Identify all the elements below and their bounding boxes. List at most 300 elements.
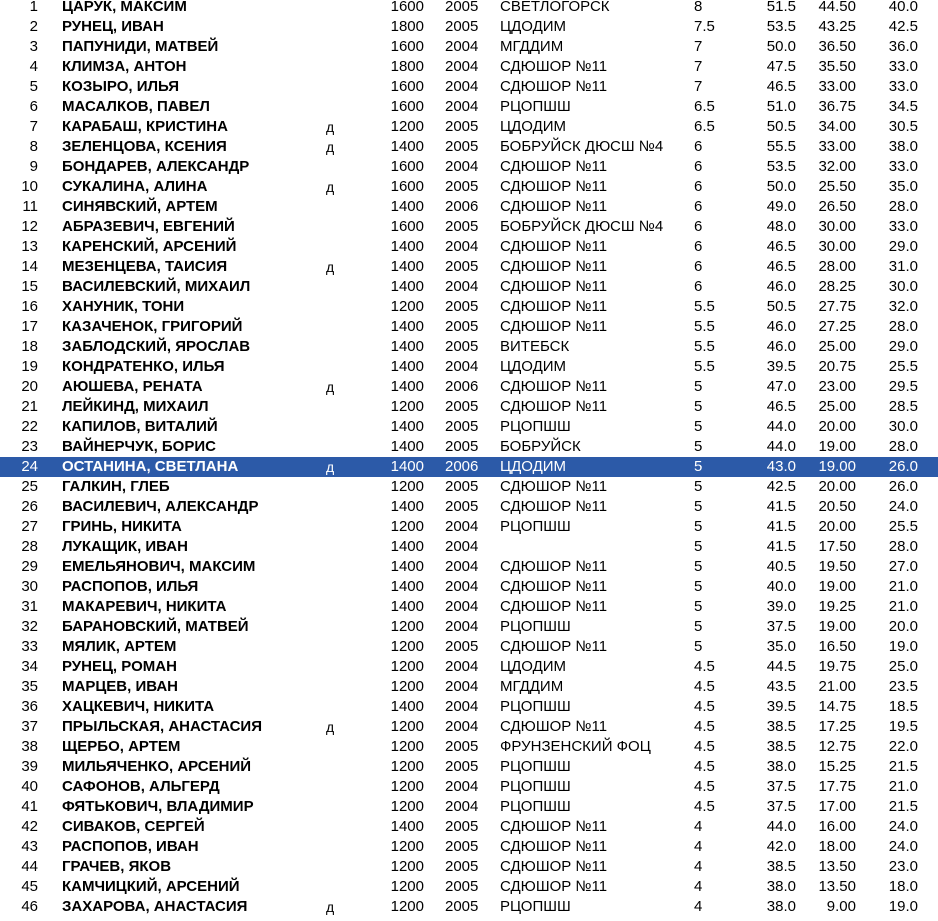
rating-cell: 1200 (390, 658, 424, 675)
points-cell: 5 (694, 418, 703, 435)
player-name-cell: ЗЕЛЕНЦОВА, КСЕНИЯ (62, 138, 227, 155)
tiebreak-2-cell: 25.50 (818, 178, 856, 195)
rank-cell: 46 (21, 898, 38, 915)
table-row[interactable] (0, 757, 938, 777)
table-row[interactable] (0, 177, 938, 197)
player-name-cell: СИВАКОВ, СЕРГЕЙ (62, 818, 205, 835)
rating-cell: 1200 (390, 858, 424, 875)
rank-cell: 24 (21, 458, 38, 475)
club-cell: СДЮШОР №11 (500, 178, 608, 195)
tiebreak-2-cell: 28.25 (818, 278, 856, 295)
points-cell: 4 (694, 838, 703, 855)
rating-cell: 1400 (390, 138, 424, 155)
tiebreak-1-cell: 43.5 (766, 678, 796, 695)
tiebreak-2-cell: 30.00 (818, 218, 856, 235)
birth-year-cell: 2005 (445, 18, 479, 35)
table-row[interactable] (0, 657, 938, 677)
rank-cell: 12 (21, 218, 38, 235)
tiebreak-3-cell: 21.5 (888, 758, 918, 775)
player-name-cell: РУНЕЦ, ИВАН (62, 18, 164, 35)
tiebreak-1-cell: 53.5 (766, 158, 796, 175)
birth-year-cell: 2005 (445, 878, 479, 895)
player-name-cell: ГРИНЬ, НИКИТА (62, 518, 182, 535)
table-row[interactable] (0, 837, 938, 857)
tiebreak-1-cell: 44.0 (766, 438, 796, 455)
birth-year-cell: 2005 (445, 398, 479, 415)
table-row[interactable] (0, 217, 938, 237)
table-row[interactable] (0, 77, 938, 97)
birth-year-cell: 2005 (445, 418, 479, 435)
table-row[interactable] (0, 357, 938, 377)
club-cell: СДЮШОР №11 (500, 78, 608, 95)
rank-cell: 28 (21, 538, 38, 555)
tiebreak-1-cell: 38.0 (766, 878, 796, 895)
tiebreak-3-cell: 33.0 (888, 58, 918, 75)
birth-year-cell: 2004 (445, 358, 479, 375)
table-row[interactable] (0, 737, 938, 757)
tiebreak-1-cell: 44.0 (766, 418, 796, 435)
player-name-cell: БОНДАРЕВ, АЛЕКСАНДР (62, 158, 250, 175)
birth-year-cell: 2005 (445, 138, 479, 155)
rating-cell: 1600 (390, 178, 424, 195)
birth-year-cell: 2005 (445, 858, 479, 875)
club-cell: СДЮШОР №11 (500, 58, 608, 75)
tiebreak-2-cell: 17.00 (818, 798, 856, 815)
rating-cell: 1400 (390, 198, 424, 215)
points-cell: 7 (694, 78, 703, 95)
rank-cell: 16 (21, 298, 38, 315)
tiebreak-3-cell: 22.0 (888, 738, 918, 755)
tiebreak-1-cell: 39.5 (766, 698, 796, 715)
tiebreak-2-cell: 25.00 (818, 398, 856, 415)
table-row[interactable] (0, 817, 938, 837)
tiebreak-3-cell: 25.5 (888, 518, 918, 535)
points-cell: 5 (694, 618, 703, 635)
club-cell: СДЮШОР №11 (500, 878, 608, 895)
rating-cell: 1200 (390, 298, 424, 315)
player-name-cell: ЗАХАРОВА, АНАСТАСИЯ (62, 898, 248, 915)
birth-year-cell: 2005 (445, 438, 479, 455)
tiebreak-2-cell: 35.50 (818, 58, 856, 75)
rating-cell: 1400 (390, 538, 424, 555)
tiebreak-3-cell: 25.0 (888, 658, 918, 675)
club-cell: СДЮШОР №11 (500, 198, 608, 215)
tiebreak-2-cell: 20.75 (818, 358, 856, 375)
player-name-cell: ЛУКАЩИК, ИВАН (62, 538, 188, 555)
player-name-cell: ВАСИЛЕВСКИЙ, МИХАИЛ (62, 278, 251, 295)
tiebreak-2-cell: 17.25 (818, 718, 856, 735)
rank-cell: 44 (21, 858, 38, 875)
tiebreak-1-cell: 40.0 (766, 578, 796, 595)
rating-cell: 1200 (390, 678, 424, 695)
tiebreak-1-cell: 46.0 (766, 278, 796, 295)
rank-cell: 38 (21, 738, 38, 755)
table-row[interactable] (0, 157, 938, 177)
club-cell: МГДДИМ (500, 38, 564, 55)
points-cell: 7 (694, 38, 703, 55)
tiebreak-3-cell: 19.0 (888, 898, 918, 915)
points-cell: 5 (694, 478, 703, 495)
birth-year-cell: 2005 (445, 758, 479, 775)
tiebreak-1-cell: 39.5 (766, 358, 796, 375)
tiebreak-3-cell: 33.0 (888, 218, 918, 235)
points-cell: 6 (694, 158, 703, 175)
table-row[interactable] (0, 317, 938, 337)
tiebreak-3-cell: 23.5 (888, 678, 918, 695)
tiebreak-3-cell: 24.0 (888, 838, 918, 855)
tiebreak-3-cell: 35.0 (888, 178, 918, 195)
birth-year-cell: 2004 (445, 798, 479, 815)
tiebreak-2-cell: 15.25 (818, 758, 856, 775)
points-cell: 5.5 (694, 298, 715, 315)
rating-cell: 1200 (390, 778, 424, 795)
table-row[interactable] (0, 337, 938, 357)
player-name-cell: КАРАБАШ, КРИСТИНА (62, 118, 228, 135)
birth-year-cell: 2005 (445, 498, 479, 515)
tiebreak-1-cell: 44.0 (766, 818, 796, 835)
gender-cell: д (326, 899, 335, 915)
rating-cell: 1200 (390, 398, 424, 415)
points-cell: 5 (694, 558, 703, 575)
rank-cell: 42 (21, 818, 38, 835)
tiebreak-1-cell: 49.0 (766, 198, 796, 215)
table-row[interactable] (0, 717, 938, 737)
birth-year-cell: 2005 (445, 638, 479, 655)
tiebreak-3-cell: 40.0 (888, 0, 918, 15)
birth-year-cell: 2005 (445, 318, 479, 335)
birth-year-cell: 2005 (445, 178, 479, 195)
table-row[interactable] (0, 137, 938, 157)
table-row[interactable] (0, 277, 938, 297)
points-cell: 7.5 (694, 18, 715, 35)
club-cell: СДЮШОР №11 (500, 578, 608, 595)
club-cell: СДЮШОР №11 (500, 258, 608, 275)
table-row[interactable] (0, 697, 938, 717)
tiebreak-3-cell: 36.0 (888, 38, 918, 55)
tiebreak-1-cell: 46.0 (766, 338, 796, 355)
tiebreak-2-cell: 18.00 (818, 838, 856, 855)
table-row[interactable] (0, 0, 938, 17)
rank-cell: 43 (21, 838, 38, 855)
tiebreak-3-cell: 19.5 (888, 718, 918, 735)
tiebreak-2-cell: 17.75 (818, 778, 856, 795)
player-name-cell: ПРЫЛЬСКАЯ, АНАСТАСИЯ (62, 718, 262, 735)
club-cell: СДЮШОР №11 (500, 318, 608, 335)
points-cell: 6.5 (694, 118, 715, 135)
tiebreak-1-cell: 39.0 (766, 598, 796, 615)
player-name-cell: МЕЗЕНЦЕВА, ТАИСИЯ (62, 258, 228, 275)
player-name-cell: ЦАРУК, МАКСИМ (62, 0, 187, 15)
table-row[interactable] (0, 297, 938, 317)
birth-year-cell: 2005 (445, 118, 479, 135)
rank-cell: 30 (21, 578, 38, 595)
tiebreak-2-cell: 9.00 (826, 898, 856, 915)
table-row[interactable] (0, 477, 938, 497)
tiebreak-2-cell: 33.00 (818, 78, 856, 95)
rank-cell: 10 (21, 178, 38, 195)
rating-cell: 1600 (390, 98, 424, 115)
tiebreak-3-cell: 27.0 (888, 558, 918, 575)
tiebreak-3-cell: 42.5 (888, 18, 918, 35)
club-cell: РЦОПШШ (500, 778, 571, 795)
points-cell: 4.5 (694, 658, 715, 675)
tiebreak-3-cell: 34.5 (888, 98, 918, 115)
club-cell: РЦОПШШ (500, 898, 571, 915)
points-cell: 5.5 (694, 318, 715, 335)
club-cell: РЦОПШШ (500, 618, 571, 635)
club-cell: БОБРУЙСК ДЮСШ №4 (500, 218, 664, 235)
gender-cell: д (326, 119, 335, 135)
table-row[interactable] (0, 597, 938, 617)
rank-cell: 11 (22, 198, 38, 215)
points-cell: 4 (694, 878, 703, 895)
points-cell: 4 (694, 858, 703, 875)
tiebreak-1-cell: 53.5 (766, 18, 796, 35)
birth-year-cell: 2004 (445, 698, 479, 715)
tiebreak-1-cell: 37.5 (766, 618, 796, 635)
player-name-cell: СУКАЛИНА, АЛИНА (62, 178, 208, 195)
player-name-cell: САФОНОВ, АЛЬГЕРД (62, 778, 220, 795)
rating-cell: 1200 (390, 738, 424, 755)
table-row[interactable] (0, 617, 938, 637)
tiebreak-3-cell: 31.0 (888, 258, 918, 275)
table-row[interactable] (0, 517, 938, 537)
club-cell: ЦДОДИМ (500, 18, 567, 35)
rating-cell: 1200 (390, 518, 424, 535)
birth-year-cell: 2004 (445, 98, 479, 115)
rank-cell: 8 (29, 138, 38, 155)
table-row[interactable] (0, 897, 938, 917)
points-cell: 5.5 (694, 338, 715, 355)
table-row-selected[interactable] (0, 457, 938, 477)
points-cell: 5.5 (694, 358, 715, 375)
points-cell: 6 (694, 198, 703, 215)
tiebreak-1-cell: 50.5 (766, 118, 796, 135)
table-row[interactable] (0, 97, 938, 117)
tiebreak-1-cell: 47.5 (766, 58, 796, 75)
table-row[interactable] (0, 857, 938, 877)
table-row[interactable] (0, 777, 938, 797)
rating-cell: 1400 (390, 278, 424, 295)
club-cell: ЦДОДИМ (500, 118, 567, 135)
rank-cell: 29 (21, 558, 38, 575)
birth-year-cell: 2004 (445, 578, 479, 595)
points-cell: 4.5 (694, 798, 715, 815)
tiebreak-2-cell: 36.75 (818, 98, 856, 115)
rank-cell: 26 (21, 498, 38, 515)
rank-cell: 20 (21, 378, 38, 395)
player-name-cell: ХАНУНИК, ТОНИ (62, 298, 185, 315)
player-name-cell: ЗАБЛОДСКИЙ, ЯРОСЛАВ (62, 338, 251, 355)
club-cell: МГДДИМ (500, 678, 564, 695)
rank-cell: 36 (21, 698, 38, 715)
tiebreak-3-cell: 19.0 (888, 638, 918, 655)
tiebreak-2-cell: 16.50 (818, 638, 856, 655)
table-row[interactable] (0, 677, 938, 697)
tiebreak-3-cell: 30.5 (888, 118, 918, 135)
points-cell: 4.5 (694, 758, 715, 775)
tiebreak-1-cell: 50.5 (766, 298, 796, 315)
table-row[interactable] (0, 377, 938, 397)
tiebreak-2-cell: 30.00 (818, 238, 856, 255)
tiebreak-3-cell: 29.0 (888, 338, 918, 355)
tiebreak-2-cell: 33.00 (818, 138, 856, 155)
points-cell: 4 (694, 898, 703, 915)
rating-cell: 1400 (390, 558, 424, 575)
tiebreak-2-cell: 43.25 (818, 18, 856, 35)
birth-year-cell: 2005 (445, 258, 479, 275)
club-cell: ЦДОДИМ (500, 458, 567, 475)
table-row[interactable] (0, 37, 938, 57)
rating-cell: 1200 (390, 898, 424, 915)
table-row[interactable] (0, 577, 938, 597)
points-cell: 6 (694, 218, 703, 235)
points-cell: 6.5 (694, 98, 715, 115)
rank-cell: 35 (21, 678, 38, 695)
player-name-cell: КАПИЛОВ, ВИТАЛИЙ (62, 418, 218, 435)
birth-year-cell: 2004 (445, 618, 479, 635)
table-row[interactable] (0, 197, 938, 217)
birth-year-cell: 2006 (445, 198, 479, 215)
club-cell: ВИТЕБСК (500, 338, 570, 355)
tiebreak-1-cell: 55.5 (766, 138, 796, 155)
player-name-cell: АБРАЗЕВИЧ, ЕВГЕНИЙ (62, 218, 235, 235)
rating-cell: 1600 (390, 218, 424, 235)
tiebreak-1-cell: 46.5 (766, 258, 796, 275)
tiebreak-3-cell: 21.0 (888, 778, 918, 795)
tiebreak-2-cell: 26.50 (818, 198, 856, 215)
gender-cell: д (326, 259, 335, 275)
birth-year-cell: 2004 (445, 718, 479, 735)
tiebreak-1-cell: 46.5 (766, 398, 796, 415)
tiebreak-2-cell: 19.25 (818, 598, 856, 615)
rank-cell: 34 (21, 658, 38, 675)
club-cell: СДЮШОР №11 (500, 558, 608, 575)
tiebreak-3-cell: 30.0 (888, 418, 918, 435)
rating-cell: 1400 (390, 598, 424, 615)
rank-cell: 14 (21, 258, 38, 275)
tiebreak-1-cell: 38.0 (766, 898, 796, 915)
table-row[interactable] (0, 417, 938, 437)
player-name-cell: ЩЕРБО, АРТЕМ (62, 738, 181, 755)
tiebreak-3-cell: 38.0 (888, 138, 918, 155)
tiebreak-2-cell: 19.00 (818, 458, 856, 475)
rank-cell: 33 (21, 638, 38, 655)
rating-cell: 1200 (390, 838, 424, 855)
table-row[interactable] (0, 57, 938, 77)
birth-year-cell: 2005 (445, 478, 479, 495)
tiebreak-1-cell: 38.5 (766, 738, 796, 755)
tiebreak-3-cell: 21.5 (888, 798, 918, 815)
club-cell: РЦОПШШ (500, 698, 571, 715)
club-cell: РЦОПШШ (500, 418, 571, 435)
tiebreak-2-cell: 19.00 (818, 618, 856, 635)
rank-cell: 23 (21, 438, 38, 455)
rank-cell: 37 (21, 718, 38, 735)
table-row[interactable] (0, 257, 938, 277)
birth-year-cell: 2006 (445, 458, 479, 475)
table-row[interactable] (0, 497, 938, 517)
birth-year-cell: 2004 (445, 678, 479, 695)
rank-cell: 9 (29, 158, 38, 175)
rank-cell: 13 (21, 238, 38, 255)
table-row[interactable] (0, 397, 938, 417)
birth-year-cell: 2005 (445, 218, 479, 235)
player-name-cell: ВАСИЛЕВИЧ, АЛЕКСАНДР (62, 498, 259, 515)
tiebreak-2-cell: 28.00 (818, 258, 856, 275)
rating-cell: 1400 (390, 358, 424, 375)
table-row[interactable] (0, 877, 938, 897)
tiebreak-1-cell: 51.5 (766, 0, 796, 15)
tiebreak-3-cell: 33.0 (888, 78, 918, 95)
birth-year-cell: 2005 (445, 0, 479, 15)
tiebreak-1-cell: 50.0 (766, 38, 796, 55)
rating-cell: 1600 (390, 38, 424, 55)
player-name-cell: ВАЙНЕРЧУК, БОРИС (62, 438, 216, 455)
club-cell: РЦОПШШ (500, 758, 571, 775)
tiebreak-3-cell: 18.5 (888, 698, 918, 715)
tiebreak-2-cell: 14.75 (818, 698, 856, 715)
table-row[interactable] (0, 117, 938, 137)
birth-year-cell: 2004 (445, 158, 479, 175)
birth-year-cell: 2005 (445, 738, 479, 755)
rank-cell: 2 (29, 18, 38, 35)
tiebreak-1-cell: 47.0 (766, 378, 796, 395)
rating-cell: 1400 (390, 458, 424, 475)
rating-cell: 1400 (390, 338, 424, 355)
rating-cell: 1200 (390, 758, 424, 775)
tiebreak-1-cell: 50.0 (766, 178, 796, 195)
player-name-cell: КОНДРАТЕНКО, ИЛЬЯ (62, 358, 225, 375)
gender-cell: д (326, 719, 335, 735)
player-name-cell: ЛЕЙКИНД, МИХАИЛ (62, 398, 209, 415)
player-name-cell: БАРАНОВСКИЙ, МАТВЕЙ (62, 618, 249, 635)
table-row[interactable] (0, 797, 938, 817)
table-row[interactable] (0, 557, 938, 577)
table-row[interactable] (0, 17, 938, 37)
player-name-cell: КАРЕНСКИЙ, АРСЕНИЙ (62, 238, 237, 255)
player-name-cell: МИЛЬЯЧЕНКО, АРСЕНИЙ (62, 758, 252, 775)
birth-year-cell: 2004 (445, 778, 479, 795)
rating-cell: 1200 (390, 638, 424, 655)
birth-year-cell: 2004 (445, 538, 479, 555)
table-row[interactable] (0, 437, 938, 457)
club-cell: СДЮШОР №11 (500, 298, 608, 315)
rating-cell: 1400 (390, 498, 424, 515)
points-cell: 5 (694, 398, 703, 415)
tiebreak-1-cell: 41.5 (766, 498, 796, 515)
player-name-cell: РУНЕЦ, РОМАН (62, 658, 177, 675)
tiebreak-1-cell: 46.5 (766, 238, 796, 255)
points-cell: 5 (694, 438, 703, 455)
rank-cell: 7 (29, 118, 38, 135)
tiebreak-2-cell: 34.00 (818, 118, 856, 135)
tiebreak-3-cell: 18.0 (888, 878, 918, 895)
tiebreak-1-cell: 51.0 (766, 98, 796, 115)
table-row[interactable] (0, 237, 938, 257)
player-name-cell: СИНЯВСКИЙ, АРТЕМ (62, 198, 218, 215)
player-name-cell: КАЗАЧЕНОК, ГРИГОРИЙ (62, 318, 243, 335)
club-cell: СДЮШОР №11 (500, 818, 608, 835)
table-row[interactable] (0, 537, 938, 557)
table-row[interactable] (0, 637, 938, 657)
birth-year-cell: 2004 (445, 278, 479, 295)
club-cell: СДЮШОР №11 (500, 238, 608, 255)
points-cell: 6 (694, 258, 703, 275)
tiebreak-1-cell: 41.5 (766, 518, 796, 535)
tiebreak-2-cell: 44.50 (818, 0, 856, 15)
gender-cell: д (326, 379, 335, 395)
